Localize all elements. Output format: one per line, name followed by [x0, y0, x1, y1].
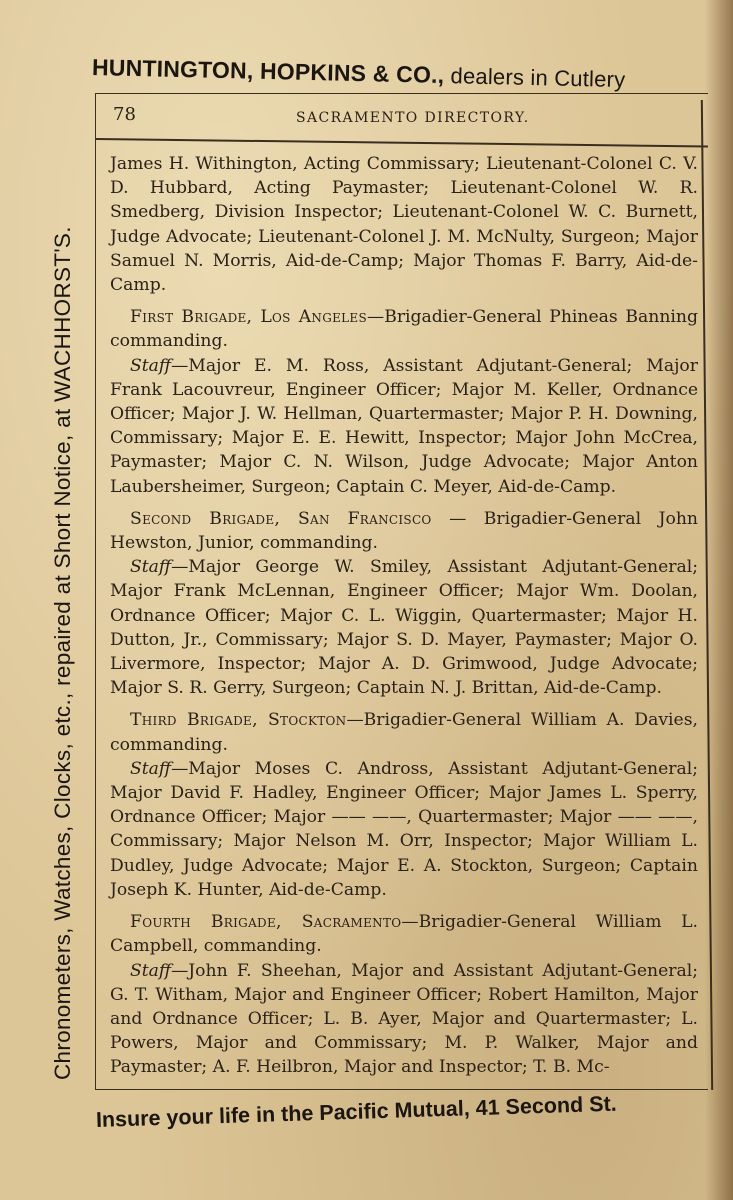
third-brigade-heading: Third Brigade, Stockton [130, 710, 347, 731]
first-brigade-text: —Brigadier-General Phineas Banning commanding. [110, 307, 698, 352]
fourth-brigade-staff-text: —John F. Sheehan, Major and Assistant Adjutant-General; G. T. Witham, Major and Engineer Officer; Robert Hamilton, Major and Ordnance Officer; L. B. Ayer, Major and Quartermaster; L. Powers, Major and Commissary; M. P. Walker, Major and Paymaster; A. F. Heilbron, Major and Inspector; T. B. Mc- [110, 960, 698, 1078]
fourth-brigade-staff [110, 959, 698, 1080]
third-brigade-staff-text: —Major Moses C. Andross, Assistant Adjutant-General; Major David F. Hadley, Engineer Officer; Major James L. Sperry, Ordnance Officer; Major —— ——, Quartermaster; Major —— ——, Commissary; Major Nelson M. Orr, Inspector; Major William L. Dudley, Judge Advocate; Major E. A. Stockton, Surgeon; Captain Joseph K. Hunter, Aid-de-Camp. [110, 758, 698, 900]
directory-text [110, 152, 698, 1080]
first-brigade-staff-label: Staff [130, 355, 172, 376]
first-brigade-paragraph [110, 305, 698, 353]
side-advertisement: Chronometers, Watches, Clocks, etc., repaired at Short Notice, at WACHHORST'S. [50, 226, 75, 1080]
bottom-advertisement: Insure your life in the Pacific Mutual, 41 Second St. [95, 1091, 618, 1132]
second-brigade-staff-text: —Major George W. Smiley, Assistant Adjutant-General; Major Frank McLennan, Engineer Officer; Major Wm. Doolan, Ordnance Officer; Major C. L. Wiggin, Quartermaster; Major H. Dutton, Jr., Commissary; Major S. D. Mayer, Paymaster; Major O. Livermore, Inspector; Major A. D. Grimwood, Judge Advocate; Major S. R. Gerry, Surgeon; Captain N. J. Brittan, Aid-de-Camp. [110, 557, 698, 699]
third-brigade-text: —Brigadier-General William A. Davies, commanding. [110, 710, 698, 755]
fourth-brigade-paragraph [110, 910, 698, 958]
first-brigade-heading: First Brigade, Los Angeles [130, 307, 367, 328]
fourth-brigade-text: —Brigadier-General William L. Campbell, commanding. [110, 912, 698, 957]
top-advertisement-lead: HUNTINGTON, HOPKINS & CO., [91, 54, 445, 88]
running-head: SACRAMENTO DIRECTORY. [296, 110, 530, 126]
first-brigade-staff-text: —Major E. M. Ross, Assistant Adjutant-General; Major Frank Lacouvreur, Engineer Officer; Major M. Keller, Ordnance Officer; Major J. W. Hellman, Quartermaster; Major P. H. Downing, Commissary; Major E. E. Hewitt, Inspector; Major John McCrea, Paymaster; Major C. N. Wilson, Judge Advocate; Major Anton Laubersheimer, Surgeon; Captain C. Meyer, Aid-de-Camp. [110, 355, 698, 497]
third-brigade-staff [110, 757, 698, 902]
second-brigade-heading: Second Brigade, San Francisco [130, 508, 432, 529]
second-brigade-staff [110, 555, 698, 700]
fourth-brigade-staff-label: Staff [130, 960, 172, 981]
second-brigade-text: — Brigadier-General John Hewston, Junior, commanding. [110, 508, 698, 554]
second-brigade-paragraph [110, 507, 698, 555]
third-brigade-staff-label: Staff [130, 758, 172, 779]
fourth-brigade-heading: Fourth Brigade, Sacramento [130, 912, 402, 933]
top-advertisement-tail: dealers in Cutlery [443, 62, 626, 93]
top-advertisement [92, 54, 717, 95]
page-number: 78 [113, 104, 136, 125]
second-brigade-staff-label: Staff [130, 557, 172, 578]
page-gutter-shadow [705, 0, 733, 1200]
first-brigade-staff [110, 354, 698, 499]
intro-paragraph: James H. Withington, Acting Commissary; Lieutenant-Colonel C. V. D. Hubbard, Acting Paymaster; Lieutenant-Colonel W. R. Smedberg, Division Inspector; Lieutenant-Colonel W. C. Burnett, Judge Advocate; Lieutenant-Colonel J. M. McNulty, Surgeon; Major Samuel N. Morris, Aid-de-Camp; Major Thomas F. Barry, Aid-de-Camp. [110, 154, 698, 296]
third-brigade-paragraph [110, 708, 698, 756]
